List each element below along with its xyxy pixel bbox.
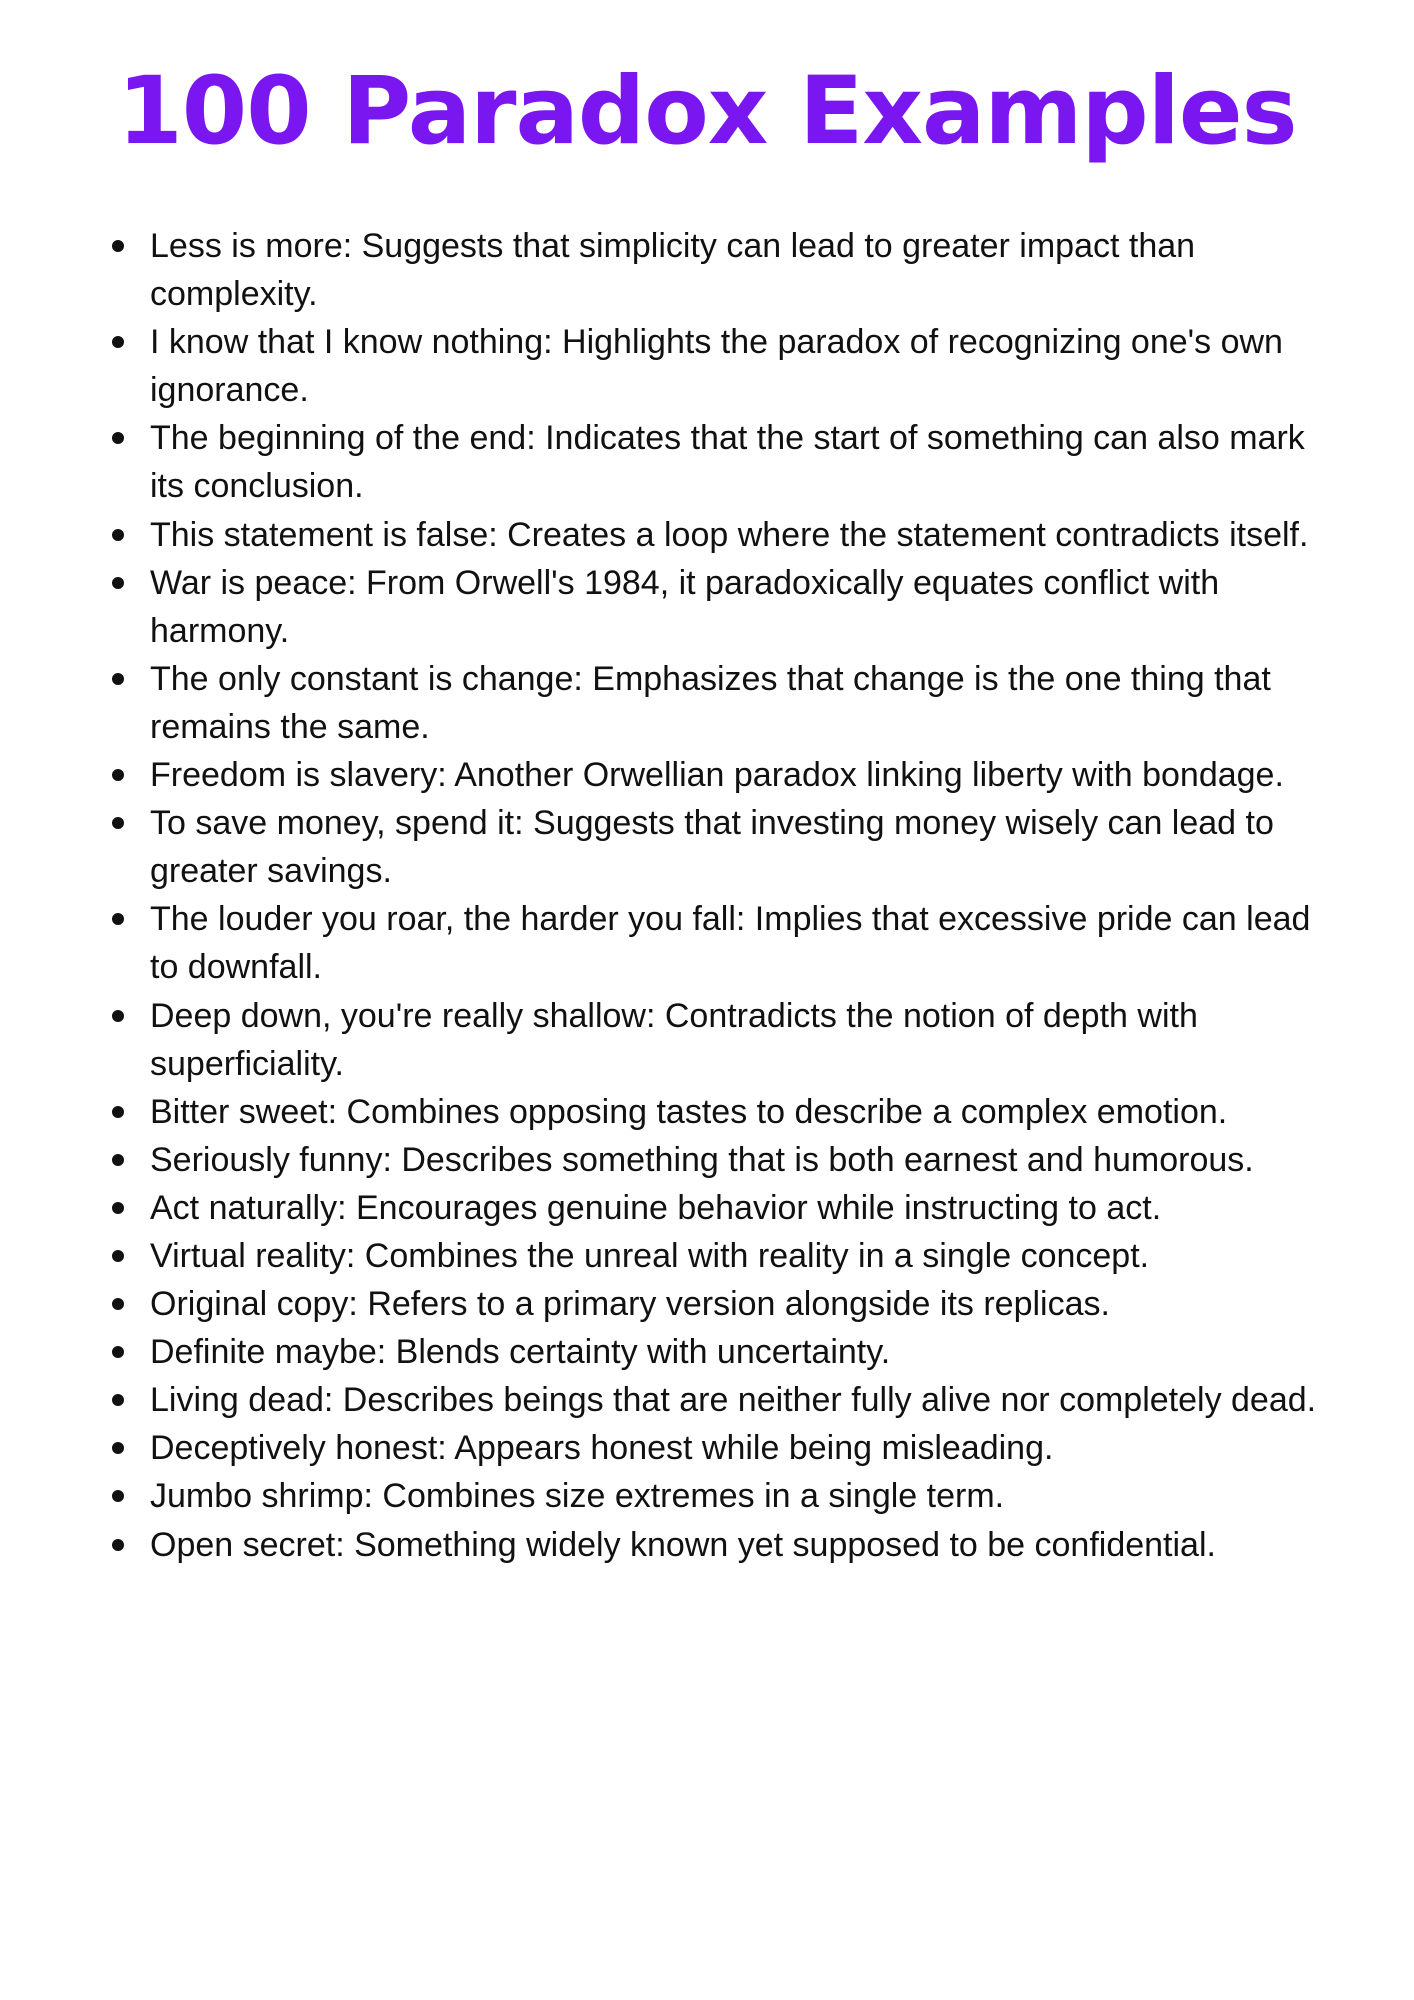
bullet-icon xyxy=(112,673,124,685)
list-item xyxy=(112,751,1342,799)
list-item xyxy=(112,1088,1342,1136)
list-item-text: Less is more: Suggests that simplicity can lead to greater impact than complexity. xyxy=(150,227,1196,314)
list-item-text: The beginning of the end: Indicates that the start of something can also mark its conclusion. xyxy=(150,419,1305,506)
list-item xyxy=(112,1136,1342,1184)
list-item-text: Open secret: Something widely known yet supposed to be confidential. xyxy=(150,1525,1216,1564)
bullet-icon xyxy=(112,1202,124,1214)
page-title: 100 Paradox Examples xyxy=(117,57,1297,166)
list-item-text: Freedom is slavery: Another Orwellian paradox linking liberty with bondage. xyxy=(150,756,1284,795)
bullet-icon xyxy=(112,577,124,589)
bullet-icon xyxy=(112,817,124,829)
bullet-icon xyxy=(112,1106,124,1118)
list-item xyxy=(112,1472,1342,1520)
list-item xyxy=(112,559,1342,655)
list-item-text: Definite maybe: Blends certainty with uncertainty. xyxy=(150,1333,891,1372)
list-item xyxy=(112,992,1342,1088)
list-item xyxy=(112,895,1342,991)
list-item-text: Jumbo shrimp: Combines size extremes in a single term. xyxy=(150,1477,1005,1516)
list-item xyxy=(112,1184,1342,1232)
list-item-text: Bitter sweet: Combines opposing tastes to describe a complex emotion. xyxy=(150,1092,1228,1131)
list-item xyxy=(112,414,1342,510)
list-item-text: The only constant is change: Emphasizes that change is the one thing that remains the same. xyxy=(150,659,1271,746)
list-item xyxy=(112,318,1342,414)
list-item-text: War is peace: From Orwell's 1984, it paradoxically equates conflict with harmony. xyxy=(150,563,1220,650)
list-item-text: Seriously funny: Describes something that is both earnest and humorous. xyxy=(150,1140,1254,1179)
bullet-icon xyxy=(112,1442,124,1454)
list-item xyxy=(112,222,1342,318)
list-item xyxy=(112,1280,1342,1328)
list-item-text: Act naturally: Encourages genuine behavior while instructing to act. xyxy=(150,1188,1162,1227)
list-item xyxy=(112,655,1342,751)
bullet-icon xyxy=(112,1250,124,1262)
list-item xyxy=(112,1232,1342,1280)
paradox-list xyxy=(112,222,1342,1569)
bullet-icon xyxy=(112,1346,124,1358)
bullet-icon xyxy=(112,1394,124,1406)
bullet-icon xyxy=(112,1490,124,1502)
list-item-text: To save money, spend it: Suggests that investing money wisely can lead to greater savings. xyxy=(150,804,1274,891)
list-item-text: Living dead: Describes beings that are neither fully alive nor completely dead. xyxy=(150,1381,1317,1420)
list-item xyxy=(112,511,1342,559)
list-item-text: The louder you roar, the harder you fall: Implies that excessive pride can lead to downfall. xyxy=(150,900,1311,987)
list-item xyxy=(112,1376,1342,1424)
bullet-icon xyxy=(112,1298,124,1310)
list-item-text: This statement is false: Creates a loop where the statement contradicts itself. xyxy=(150,515,1309,554)
bullet-icon xyxy=(112,913,124,925)
list-item xyxy=(112,799,1342,895)
list-item xyxy=(112,1424,1342,1472)
list-item xyxy=(112,1328,1342,1376)
list-item-text: Original copy: Refers to a primary version alongside its replicas. xyxy=(150,1285,1110,1324)
list-item-text: Deceptively honest: Appears honest while being misleading. xyxy=(150,1429,1054,1468)
list-item xyxy=(112,1521,1342,1569)
bullet-icon xyxy=(112,769,124,781)
bullet-icon xyxy=(112,1154,124,1166)
list-item-text: Virtual reality: Combines the unreal with reality in a single concept. xyxy=(150,1236,1150,1275)
bullet-icon xyxy=(112,1539,124,1551)
bullet-icon xyxy=(112,1010,124,1022)
bullet-icon xyxy=(112,336,124,348)
bullet-icon xyxy=(112,529,124,541)
list-item-text: I know that I know nothing: Highlights the paradox of recognizing one's own ignorance. xyxy=(150,323,1283,410)
bullet-icon xyxy=(112,240,124,252)
bullet-icon xyxy=(112,432,124,444)
list-item-text: Deep down, you're really shallow: Contradicts the notion of depth with superficiality. xyxy=(150,996,1198,1083)
